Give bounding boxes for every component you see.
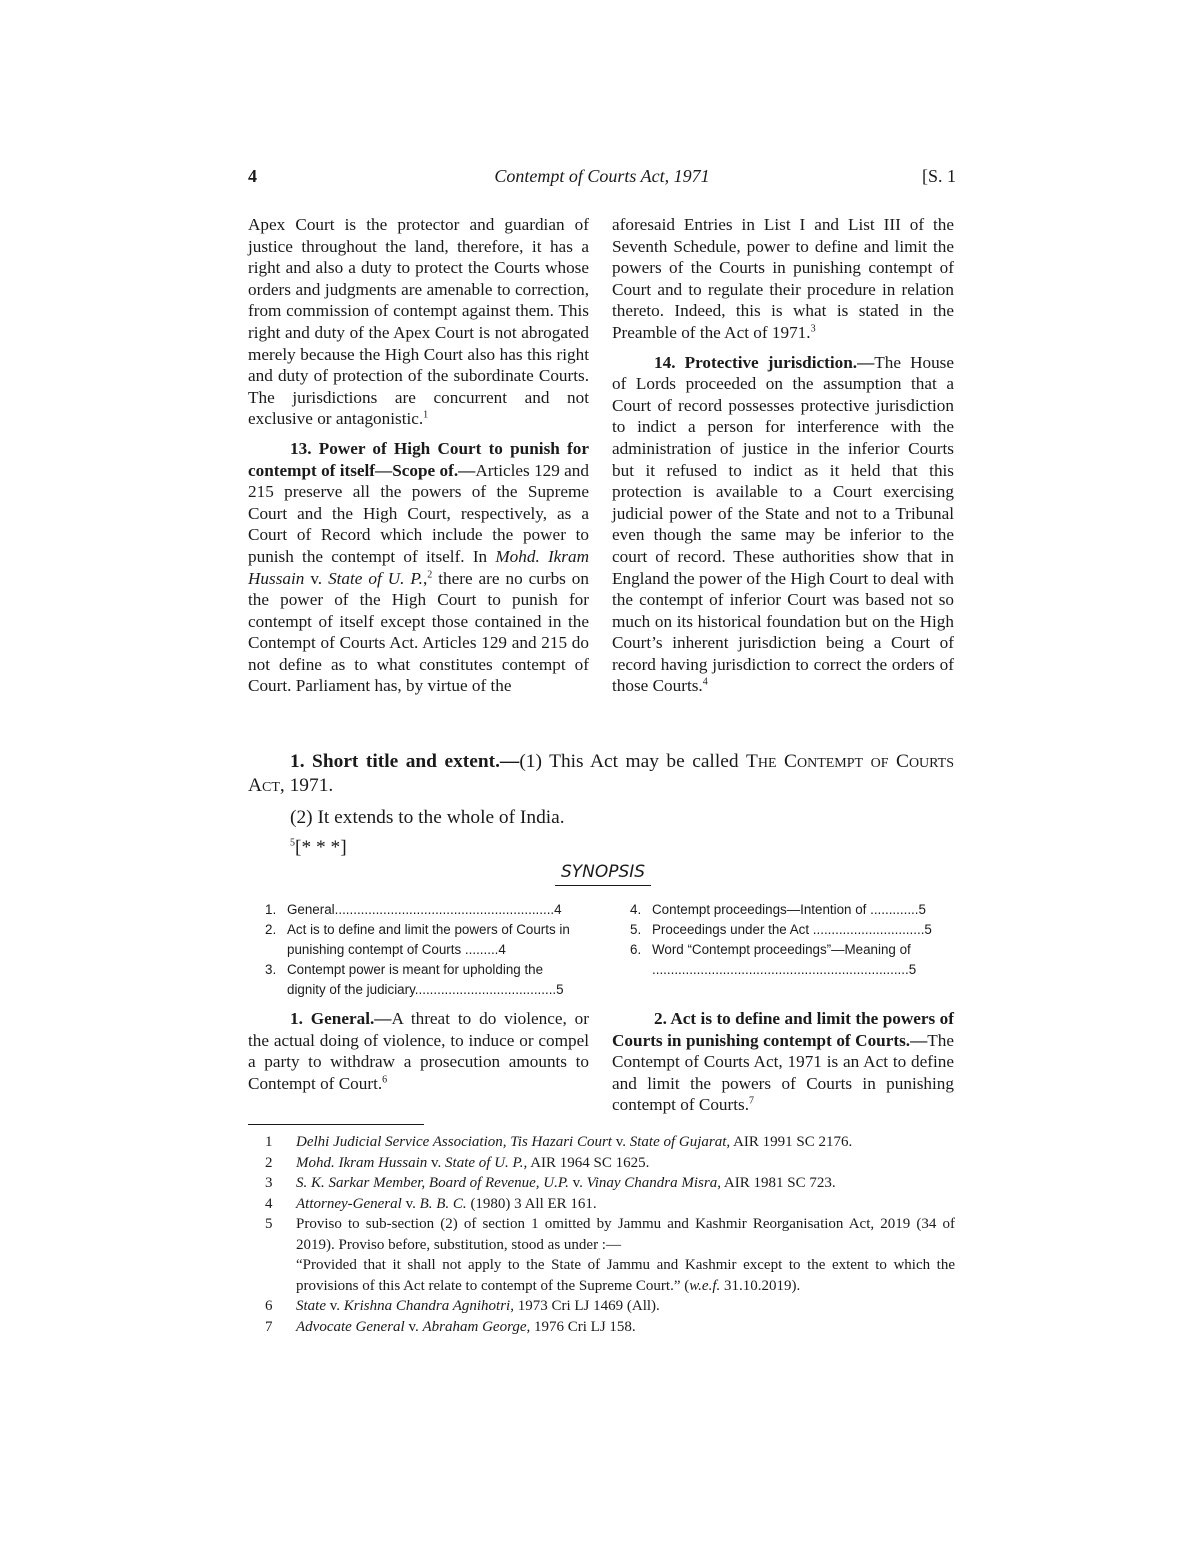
footnote-marker[interactable]: 1: [423, 409, 429, 421]
footnote-marker[interactable]: 7: [749, 1095, 755, 1107]
footnote: 4 Attorney-General v. B. B. C. (1980) 3 All ER 161.: [265, 1195, 597, 1212]
bottom-right-column: [612, 1008, 954, 1116]
footnote: 7 Advocate General v. Abraham George, 1976 Cri LJ 158.: [265, 1318, 636, 1335]
synopsis-item[interactable]: 3. Contempt power is meant for upholding the dignity of the judiciary......................................5: [265, 962, 564, 997]
paragraph-heading: 1. General.—: [290, 1009, 392, 1028]
top-right-column: [612, 214, 954, 697]
act-name: The Contempt of Courts Act: [248, 751, 954, 796]
synopsis-item[interactable]: 1. General...........................................................4: [265, 902, 562, 917]
synopsis-title: SYNOPSIS: [555, 862, 651, 886]
footnote-marker[interactable]: 2: [427, 568, 433, 580]
footnote-marker[interactable]: 5: [290, 837, 295, 849]
page-header: [248, 166, 956, 192]
synopsis-list-left: [265, 900, 585, 1000]
paragraph-heading: 13. Power of High Court to punish for contempt of itself—Scope of.—: [248, 438, 589, 480]
section-1-subsection-2: (2) It extends to the whole of India.: [290, 807, 565, 828]
paragraph: aforesaid Entries in List I and List III of the Seventh Schedule, power to define and limit the powers of the Courts in punishing contempt of Court and to regulate their procedure in relation thereto. Indeed, this is what is stated in the Preamble of the Act of 1971.$^3$: [612, 215, 954, 342]
section-1-subsection-1: 1. Short title and extent.—(1) This Act may be called The Contempt of Courts Act, 1971.: [248, 751, 954, 796]
synopsis-item[interactable]: 4. Contempt proceedings—Intention of .............5: [630, 902, 926, 917]
footnote-marker[interactable]: 6: [382, 1074, 388, 1086]
footnote-marker[interactable]: 3: [810, 323, 816, 335]
synopsis-item[interactable]: 2. Act is to define and limit the powers of Courts in punishing contempt of Courts .........4: [265, 922, 570, 957]
footnote: 5 Proviso to sub-section (2) of section 1 omitted by Jammu and Kashmir Reorganisation Act, 2019 (34 of 2019). Proviso before, substitution, stood as under :— “Provided that it shall not apply to the State of Jammu and Kashmir except to the extent to which the provisions of this Act relate to contempt of the Supreme Court.” (w.e.f. 31.10.2019).: [265, 1216, 955, 1294]
top-left-column: [248, 214, 589, 697]
footnote-marker[interactable]: 4: [702, 676, 708, 688]
footnote: 3 S. K. Sarkar Member, Board of Revenue, U.P. v. Vinay Chandra Misra, AIR 1981 SC 723.: [265, 1175, 836, 1191]
omitted-proviso: $^5$[* * *]: [290, 837, 347, 858]
running-title: Contempt of Courts Act, 1971: [494, 166, 710, 186]
synopsis-list-right: [630, 900, 950, 980]
footnote: 2 Mohd. Ikram Hussain v. State of U. P., AIR 1964 SC 1625.: [265, 1154, 650, 1171]
footnote-divider: [248, 1124, 424, 1125]
footnote: 6 State v. Krishna Chandra Agnihotri, 1973 Cri LJ 1469 (All).: [265, 1298, 660, 1314]
footnotes: [265, 1132, 955, 1337]
page-number: 4: [248, 166, 257, 186]
synopsis-item[interactable]: 6. Word “Contempt proceedings”—Meaning of .....................................................................5: [630, 942, 917, 977]
paragraph-general: 1. General.—A threat to do violence, or the actual doing of violence, to induce or compel a party to withdraw a prosecution amounts to Contempt of Court.$^6$: [248, 1009, 589, 1093]
paragraph: Apex Court is the protector and guardian of justice throughout the land, therefore, it has a right and also a duty to protect the Courts whose orders and judgments are amenable to correction, from commission of contempt against them. This right and duty of the Apex Court is not abrogated merely because the High Court also has this right and duty of protection of the subordinate Courts. The jurisdictions are concurrent and not exclusive or antagonistic.$^1$: [248, 215, 589, 429]
section-heading: 1. Short title and extent.—: [290, 751, 520, 772]
section-reference: [S. 1: [921, 166, 956, 186]
paragraph-14: 14. Protective jurisdiction.—The House of Lords proceeded on the assumption that a Court of record possesses protective jurisdiction to indict a person for interference with the administration of justice in the inferior Courts but it refused to indict as it held that this protection is available to a Court exercising judicial power of the State and not to a Tribunal even though the same may be inferior to the court of record. These authorities show that in England the power of the High Court to deal with the contempt of inferior Court was based not so much on its historical foundation but on the High Court’s inherent jurisdiction being a Court of record having jurisdiction to correct the orders of those Courts.$^4$: [612, 352, 954, 696]
paragraph-13: 13. Power of High Court to punish for contempt of itself—Scope of.—Articles 129 and 215 preserve all the powers of the Supreme Court and the High Court, respectively, as a Court of Record which include the power to punish the contempt of itself. In Mohd. Ikram Hussain v. State of U. P.,$^2$ there are no curbs on the power of the High Court to punish for contempt of itself except those contained in the Contempt of Courts Act. Articles 129 and 215 do not define as to what constitutes contempt of Court. Parliament has, by virtue of the: [248, 438, 589, 696]
synopsis-item[interactable]: 5. Proceedings under the Act ..............................5: [630, 922, 932, 937]
paragraph-heading: 14. Protective jurisdiction.—: [654, 352, 875, 372]
paragraph-heading: 2. Act is to define and limit the powers of Courts in punishing contempt of Courts.—: [612, 1009, 954, 1050]
section-1: [248, 750, 954, 860]
bottom-left-column: [248, 1008, 589, 1094]
footnote: 1 Delhi Judicial Service Association, Tis Hazari Court v. State of Gujarat, AIR 1991 SC 2176.: [265, 1134, 853, 1150]
paragraph-define-limit: 2. Act is to define and limit the powers of Courts in punishing contempt of Courts.—The Contempt of Courts Act, 1971 is an Act to define and limit the powers of Courts in punishing contempt of Courts.$^7$: [612, 1009, 954, 1115]
